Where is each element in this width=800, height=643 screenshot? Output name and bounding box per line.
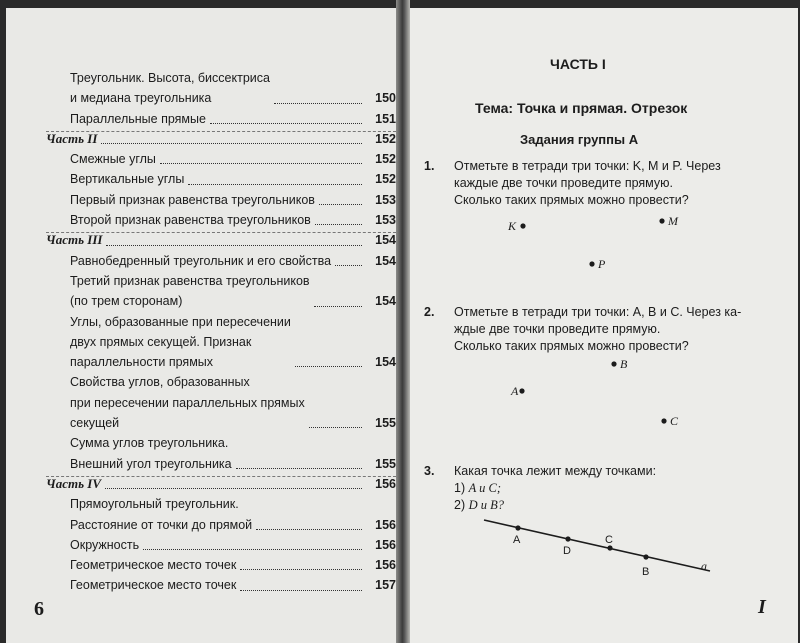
point-c-label: C: [670, 414, 679, 428]
toc-entry: [46, 109, 396, 129]
task-text: Отметьте в тетради три точки: A, B и C. Через ка- ждые две точки проведите прямую. Сколько таких прямых можно провести?: [454, 305, 742, 353]
toc-leader-dots: [188, 184, 362, 185]
toc-entry-title: Смежные углы: [70, 152, 156, 167]
right-page: [410, 8, 798, 643]
geometry-figures: [410, 8, 798, 643]
toc-page-number: 153: [375, 192, 396, 207]
toc-page-number: 154: [375, 355, 396, 370]
group-heading: Задания группы А: [520, 132, 639, 147]
toc-leader-dots: [210, 123, 362, 124]
option-1: 1) A и C;: [454, 481, 502, 495]
task-number: 1.: [424, 159, 435, 173]
point-a-label: A: [511, 384, 519, 398]
toc-part-divider: [46, 232, 396, 233]
toc-page-number: 155: [375, 416, 396, 431]
toc-entry: [46, 251, 396, 271]
toc-leader-dots: [143, 549, 362, 550]
toc-page-number: 152: [375, 152, 396, 167]
toc-page-number: 152: [375, 131, 396, 146]
toc-leader-dots: [160, 163, 362, 164]
point-d-on-line-label: D: [563, 545, 571, 557]
point-a-on-line-label: A: [513, 534, 521, 546]
line-a-label: a: [701, 559, 707, 573]
toc-leader-dots: [256, 529, 362, 530]
toc-entry-title: Сумма углов треугольника. Внешний угол треугольника: [70, 436, 232, 471]
option-2: 2) D и B?: [454, 498, 505, 512]
left-page-number: 6: [34, 598, 44, 620]
point-p: [589, 261, 594, 266]
toc-page-number: 155: [375, 456, 396, 471]
point-c-on-line: [607, 545, 612, 550]
toc-leader-dots: [309, 427, 362, 428]
toc-leader-dots: [314, 306, 362, 307]
toc-leader-dots: [295, 366, 362, 367]
right-page-number: I: [758, 596, 766, 618]
toc-entry-title: Второй признак равенства треугольников: [70, 213, 311, 228]
point-c-on-line-label: C: [605, 534, 613, 546]
toc-entry: [46, 271, 396, 312]
toc-entry: [46, 190, 396, 210]
toc-entry-title: Окружность: [70, 537, 140, 552]
toc-leader-dots: [101, 143, 362, 144]
toc-page-number: 154: [375, 233, 396, 248]
task-text: Отметьте в тетради три точки: K, M и P. Через каждые две точки проведите прямую. Сколько таких прямых можно провести?: [454, 159, 721, 207]
toc-entry-title: Равнобедренный треугольник и его свойства: [70, 253, 332, 268]
toc-entry: [46, 575, 396, 595]
point-k: [520, 223, 525, 228]
toc-part-divider: [46, 131, 396, 132]
toc-entry: [46, 555, 396, 575]
point-c: [661, 418, 666, 423]
toc-leader-dots: [106, 245, 362, 246]
toc-entry-title: Прямоугольный треугольник. Расстояние от точки до прямой: [70, 497, 253, 532]
book-gutter: [396, 0, 410, 643]
toc-entry-title: Свойства углов, образованных при пересечении параллельных прямых секущей: [70, 375, 305, 431]
toc-page-number: 151: [375, 111, 396, 126]
toc-entry-title: Часть III: [46, 232, 103, 248]
toc-entry: [46, 149, 396, 169]
toc-part-divider: [46, 476, 396, 477]
toc-leader-dots: [105, 488, 362, 489]
toc-entry: [46, 169, 396, 189]
toc-entry: [46, 372, 396, 433]
point-b: [611, 361, 616, 366]
table-of-contents: [46, 68, 396, 596]
point-b-on-line-label: B: [642, 566, 650, 578]
toc-page-number: 150: [375, 91, 396, 106]
toc-part-heading: [46, 129, 396, 149]
toc-page-number: 154: [375, 253, 396, 268]
toc-part-heading: [46, 474, 396, 494]
toc-entry: [46, 535, 396, 555]
topic-heading: Тема: Точка и прямая. Отрезок: [475, 100, 688, 116]
toc-page-number: 152: [375, 172, 396, 187]
toc-entry-title: Геометрическое место точек: [70, 558, 237, 573]
toc-entry-title: Углы, образованные при пересечении двух прямых секущей. Признак параллельности прямых: [70, 314, 291, 370]
toc-leader-dots: [236, 468, 362, 469]
toc-leader-dots: [315, 224, 362, 225]
point-b-label: B: [620, 357, 628, 371]
task-number: 3.: [424, 464, 435, 478]
toc-entry-title: Первый признак равенства треугольников: [70, 192, 315, 207]
toc-leader-dots: [335, 265, 362, 266]
toc-entry-title: Вертикальные углы: [70, 172, 185, 187]
point-d-on-line: [565, 536, 570, 541]
toc-entry: [46, 312, 396, 373]
toc-page-number: 156: [375, 517, 396, 532]
point-m-label: M: [668, 214, 678, 228]
point-a-on-line: [515, 525, 520, 530]
toc-entry: [46, 494, 396, 535]
toc-entry: [46, 210, 396, 230]
point-b-on-line: [643, 554, 648, 559]
toc-page-number: 156: [375, 476, 396, 491]
toc-entry-title: Параллельные прямые: [70, 111, 206, 126]
task-text: Какая точка лежит между точками:: [454, 464, 657, 478]
left-page: [6, 8, 396, 643]
toc-page-number: 153: [375, 213, 396, 228]
toc-page-number: 157: [375, 578, 396, 593]
toc-leader-dots: [240, 569, 362, 570]
toc-page-number: 156: [375, 537, 396, 552]
toc-entry-title: Часть IV: [46, 475, 102, 491]
task-number: 2.: [424, 305, 435, 319]
toc-leader-dots: [240, 590, 362, 591]
toc-entry-title: Третий признак равенства треугольников (по трем сторонам): [70, 273, 310, 309]
toc-leader-dots: [319, 204, 362, 205]
toc-part-heading: [46, 230, 396, 250]
toc-entry-title: Геометрическое место точек: [70, 578, 237, 593]
toc-page-number: 156: [375, 558, 396, 573]
part-heading: ЧАСТЬ I: [550, 56, 606, 72]
point-k-label: K: [508, 219, 517, 233]
toc-entry-title: Треугольник. Высота, биссектриса и медиана треугольника: [70, 71, 270, 106]
point-m: [659, 218, 664, 223]
toc-entry-title: Часть II: [46, 130, 98, 146]
toc-entry: [46, 68, 396, 109]
toc-leader-dots: [274, 103, 362, 104]
toc-page-number: 154: [375, 294, 396, 309]
toc-entry: [46, 433, 396, 474]
point-a: [519, 388, 524, 393]
point-p-label: P: [598, 257, 606, 271]
